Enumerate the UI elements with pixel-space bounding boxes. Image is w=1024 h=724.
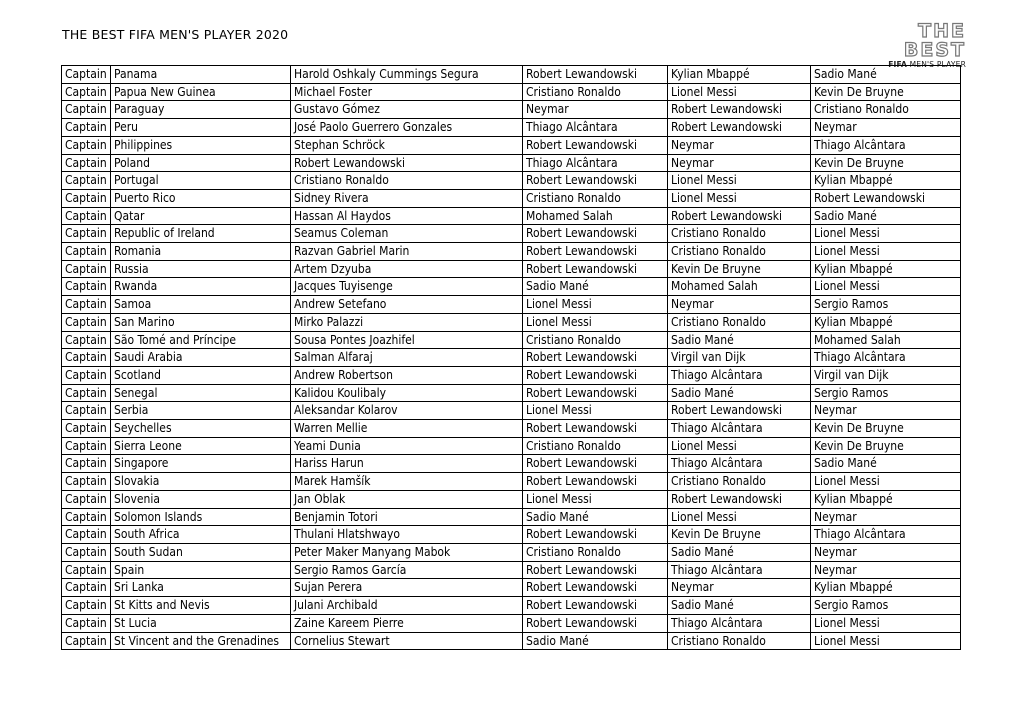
table-row bbox=[62, 225, 961, 243]
role-cell: Captain bbox=[62, 543, 111, 561]
first-place-cell: Lionel Messi bbox=[523, 402, 668, 420]
third-place-cell: Neymar bbox=[811, 508, 961, 526]
table-row bbox=[62, 597, 961, 615]
country-cell: Philippines bbox=[111, 136, 291, 154]
second-place-cell: Virgil van Dijk bbox=[668, 349, 811, 367]
role-cell: Captain bbox=[62, 154, 111, 172]
first-place-cell: Cristiano Ronaldo bbox=[523, 437, 668, 455]
first-place-cell: Robert Lewandowski bbox=[523, 260, 668, 278]
second-place-cell: Neymar bbox=[668, 579, 811, 597]
votes-table bbox=[61, 65, 961, 650]
first-place-cell: Robert Lewandowski bbox=[523, 136, 668, 154]
country-cell: Slovakia bbox=[111, 473, 291, 491]
role-cell: Captain bbox=[62, 526, 111, 544]
voter-cell: José Paolo Guerrero Gonzales bbox=[291, 119, 523, 137]
country-cell: Rwanda bbox=[111, 278, 291, 296]
country-cell: Poland bbox=[111, 154, 291, 172]
second-place-cell: Kylian Mbappé bbox=[668, 66, 811, 84]
voter-cell: Sergio Ramos García bbox=[291, 561, 523, 579]
table-row bbox=[62, 243, 961, 261]
role-cell: Captain bbox=[62, 437, 111, 455]
third-place-cell: Kevin De Bruyne bbox=[811, 420, 961, 438]
first-place-cell: Mohamed Salah bbox=[523, 207, 668, 225]
voter-cell: Cristiano Ronaldo bbox=[291, 172, 523, 190]
role-cell: Captain bbox=[62, 225, 111, 243]
country-cell: St Kitts and Nevis bbox=[111, 597, 291, 615]
first-place-cell: Robert Lewandowski bbox=[523, 66, 668, 84]
voter-cell: Robert Lewandowski bbox=[291, 154, 523, 172]
third-place-cell: Kylian Mbappé bbox=[811, 313, 961, 331]
second-place-cell: Thiago Alcântara bbox=[668, 561, 811, 579]
second-place-cell: Cristiano Ronaldo bbox=[668, 225, 811, 243]
voter-cell: Salman Alfaraj bbox=[291, 349, 523, 367]
voter-cell: Sidney Rivera bbox=[291, 189, 523, 207]
voter-cell: Seamus Coleman bbox=[291, 225, 523, 243]
first-place-cell: Robert Lewandowski bbox=[523, 172, 668, 190]
role-cell: Captain bbox=[62, 296, 111, 314]
table-row bbox=[62, 278, 961, 296]
third-place-cell: Mohamed Salah bbox=[811, 331, 961, 349]
first-place-cell: Robert Lewandowski bbox=[523, 455, 668, 473]
first-place-cell: Robert Lewandowski bbox=[523, 384, 668, 402]
third-place-cell: Virgil van Dijk bbox=[811, 366, 961, 384]
second-place-cell: Robert Lewandowski bbox=[668, 119, 811, 137]
table-row bbox=[62, 349, 961, 367]
second-place-cell: Robert Lewandowski bbox=[668, 207, 811, 225]
role-cell: Captain bbox=[62, 260, 111, 278]
table-row bbox=[62, 136, 961, 154]
role-cell: Captain bbox=[62, 243, 111, 261]
third-place-cell: Cristiano Ronaldo bbox=[811, 101, 961, 119]
third-place-cell: Thiago Alcântara bbox=[811, 526, 961, 544]
third-place-cell: Kylian Mbappé bbox=[811, 490, 961, 508]
second-place-cell: Robert Lewandowski bbox=[668, 490, 811, 508]
country-cell: Republic of Ireland bbox=[111, 225, 291, 243]
votes-table-body bbox=[62, 66, 961, 650]
second-place-cell: Neymar bbox=[668, 154, 811, 172]
the-best-logo bbox=[860, 20, 966, 69]
country-cell: Sri Lanka bbox=[111, 579, 291, 597]
country-cell: Serbia bbox=[111, 402, 291, 420]
role-cell: Captain bbox=[62, 101, 111, 119]
voter-cell: Andrew Setefano bbox=[291, 296, 523, 314]
second-place-cell: Kevin De Bruyne bbox=[668, 260, 811, 278]
first-place-cell: Robert Lewandowski bbox=[523, 579, 668, 597]
second-place-cell: Lionel Messi bbox=[668, 189, 811, 207]
second-place-cell: Cristiano Ronaldo bbox=[668, 243, 811, 261]
document-title: THE BEST FIFA MEN'S PLAYER 2020 bbox=[62, 27, 289, 42]
second-place-cell: Sadio Mané bbox=[668, 543, 811, 561]
voter-cell: Andrew Robertson bbox=[291, 366, 523, 384]
role-cell: Captain bbox=[62, 313, 111, 331]
third-place-cell: Robert Lewandowski bbox=[811, 189, 961, 207]
voter-cell: Stephan Schröck bbox=[291, 136, 523, 154]
country-cell: Qatar bbox=[111, 207, 291, 225]
table-row bbox=[62, 119, 961, 137]
role-cell: Captain bbox=[62, 473, 111, 491]
table-row bbox=[62, 384, 961, 402]
second-place-cell: Cristiano Ronaldo bbox=[668, 473, 811, 491]
third-place-cell: Kylian Mbappé bbox=[811, 172, 961, 190]
table-row bbox=[62, 189, 961, 207]
third-place-cell: Sergio Ramos bbox=[811, 597, 961, 615]
voter-cell: Peter Maker Manyang Mabok bbox=[291, 543, 523, 561]
logo-wordmark: THE BEST bbox=[903, 20, 966, 61]
role-cell: Captain bbox=[62, 402, 111, 420]
second-place-cell: Lionel Messi bbox=[668, 172, 811, 190]
third-place-cell: Neymar bbox=[811, 543, 961, 561]
logo-mens-player: MEN'S PLAYER bbox=[909, 60, 966, 69]
role-cell: Captain bbox=[62, 366, 111, 384]
role-cell: Captain bbox=[62, 561, 111, 579]
voter-cell: Hassan Al Haydos bbox=[291, 207, 523, 225]
role-cell: Captain bbox=[62, 632, 111, 650]
table-row bbox=[62, 455, 961, 473]
second-place-cell: Neymar bbox=[668, 296, 811, 314]
second-place-cell: Mohamed Salah bbox=[668, 278, 811, 296]
first-place-cell: Robert Lewandowski bbox=[523, 597, 668, 615]
country-cell: Slovenia bbox=[111, 490, 291, 508]
country-cell: South Sudan bbox=[111, 543, 291, 561]
first-place-cell: Robert Lewandowski bbox=[523, 614, 668, 632]
table-row bbox=[62, 260, 961, 278]
first-place-cell: Robert Lewandowski bbox=[523, 225, 668, 243]
first-place-cell: Robert Lewandowski bbox=[523, 349, 668, 367]
second-place-cell: Sadio Mané bbox=[668, 331, 811, 349]
second-place-cell: Thiago Alcântara bbox=[668, 366, 811, 384]
third-place-cell: Sergio Ramos bbox=[811, 384, 961, 402]
voter-cell: Julani Archibald bbox=[291, 597, 523, 615]
first-place-cell: Lionel Messi bbox=[523, 313, 668, 331]
third-place-cell: Kevin De Bruyne bbox=[811, 154, 961, 172]
second-place-cell: Neymar bbox=[668, 136, 811, 154]
first-place-cell: Robert Lewandowski bbox=[523, 473, 668, 491]
country-cell: St Lucia bbox=[111, 614, 291, 632]
country-cell: Solomon Islands bbox=[111, 508, 291, 526]
third-place-cell: Sadio Mané bbox=[811, 66, 961, 84]
table-row bbox=[62, 543, 961, 561]
third-place-cell: Sadio Mané bbox=[811, 207, 961, 225]
voter-cell: Harold Oshkaly Cummings Segura bbox=[291, 66, 523, 84]
voter-cell: Jacques Tuyisenge bbox=[291, 278, 523, 296]
country-cell: Panama bbox=[111, 66, 291, 84]
table-row bbox=[62, 66, 961, 84]
table-row bbox=[62, 614, 961, 632]
first-place-cell: Robert Lewandowski bbox=[523, 243, 668, 261]
second-place-cell: Sadio Mané bbox=[668, 597, 811, 615]
country-cell: Seychelles bbox=[111, 420, 291, 438]
third-place-cell: Sadio Mané bbox=[811, 455, 961, 473]
voter-cell: Sousa Pontes Joazhifel bbox=[291, 331, 523, 349]
first-place-cell: Sadio Mané bbox=[523, 508, 668, 526]
voter-cell: Benjamin Totori bbox=[291, 508, 523, 526]
country-cell: Puerto Rico bbox=[111, 189, 291, 207]
second-place-cell: Robert Lewandowski bbox=[668, 402, 811, 420]
role-cell: Captain bbox=[62, 207, 111, 225]
first-place-cell: Cristiano Ronaldo bbox=[523, 83, 668, 101]
third-place-cell: Lionel Messi bbox=[811, 278, 961, 296]
first-place-cell: Cristiano Ronaldo bbox=[523, 543, 668, 561]
table-row bbox=[62, 296, 961, 314]
table-row bbox=[62, 83, 961, 101]
table-row bbox=[62, 490, 961, 508]
country-cell: Scotland bbox=[111, 366, 291, 384]
voter-cell: Kalidou Koulibaly bbox=[291, 384, 523, 402]
first-place-cell: Robert Lewandowski bbox=[523, 561, 668, 579]
table-row bbox=[62, 313, 961, 331]
role-cell: Captain bbox=[62, 455, 111, 473]
second-place-cell: Lionel Messi bbox=[668, 437, 811, 455]
voter-cell: Razvan Gabriel Marin bbox=[291, 243, 523, 261]
second-place-cell: Cristiano Ronaldo bbox=[668, 632, 811, 650]
first-place-cell: Robert Lewandowski bbox=[523, 366, 668, 384]
third-place-cell: Lionel Messi bbox=[811, 614, 961, 632]
voter-cell: Gustavo Gómez bbox=[291, 101, 523, 119]
third-place-cell: Kylian Mbappé bbox=[811, 260, 961, 278]
first-place-cell: Thiago Alcântara bbox=[523, 154, 668, 172]
third-place-cell: Lionel Messi bbox=[811, 632, 961, 650]
table-row bbox=[62, 331, 961, 349]
voter-cell: Yeami Dunia bbox=[291, 437, 523, 455]
first-place-cell: Cristiano Ronaldo bbox=[523, 189, 668, 207]
third-place-cell: Neymar bbox=[811, 561, 961, 579]
second-place-cell: Thiago Alcântara bbox=[668, 455, 811, 473]
country-cell: Spain bbox=[111, 561, 291, 579]
role-cell: Captain bbox=[62, 579, 111, 597]
role-cell: Captain bbox=[62, 331, 111, 349]
country-cell: Portugal bbox=[111, 172, 291, 190]
first-place-cell: Neymar bbox=[523, 101, 668, 119]
table-row bbox=[62, 632, 961, 650]
role-cell: Captain bbox=[62, 278, 111, 296]
role-cell: Captain bbox=[62, 66, 111, 84]
third-place-cell: Lionel Messi bbox=[811, 473, 961, 491]
role-cell: Captain bbox=[62, 349, 111, 367]
voter-cell: Hariss Harun bbox=[291, 455, 523, 473]
country-cell: San Marino bbox=[111, 313, 291, 331]
country-cell: St Vincent and the Grenadines bbox=[111, 632, 291, 650]
third-place-cell: Kylian Mbappé bbox=[811, 579, 961, 597]
voter-cell: Warren Mellie bbox=[291, 420, 523, 438]
table-row bbox=[62, 420, 961, 438]
role-cell: Captain bbox=[62, 172, 111, 190]
country-cell: South Africa bbox=[111, 526, 291, 544]
country-cell: Romania bbox=[111, 243, 291, 261]
third-place-cell: Neymar bbox=[811, 119, 961, 137]
first-place-cell: Robert Lewandowski bbox=[523, 526, 668, 544]
table-row bbox=[62, 526, 961, 544]
third-place-cell: Sergio Ramos bbox=[811, 296, 961, 314]
country-cell: Samoa bbox=[111, 296, 291, 314]
voter-cell: Marek Hamšík bbox=[291, 473, 523, 491]
table-row bbox=[62, 579, 961, 597]
role-cell: Captain bbox=[62, 614, 111, 632]
second-place-cell: Robert Lewandowski bbox=[668, 101, 811, 119]
country-cell: Sierra Leone bbox=[111, 437, 291, 455]
third-place-cell: Thiago Alcântara bbox=[811, 349, 961, 367]
role-cell: Captain bbox=[62, 597, 111, 615]
voter-cell: Michael Foster bbox=[291, 83, 523, 101]
first-place-cell: Lionel Messi bbox=[523, 490, 668, 508]
first-place-cell: Robert Lewandowski bbox=[523, 420, 668, 438]
second-place-cell: Lionel Messi bbox=[668, 83, 811, 101]
role-cell: Captain bbox=[62, 384, 111, 402]
role-cell: Captain bbox=[62, 420, 111, 438]
third-place-cell: Lionel Messi bbox=[811, 243, 961, 261]
first-place-cell: Lionel Messi bbox=[523, 296, 668, 314]
country-cell: Russia bbox=[111, 260, 291, 278]
country-cell: Papua New Guinea bbox=[111, 83, 291, 101]
role-cell: Captain bbox=[62, 83, 111, 101]
voter-cell: Mirko Palazzi bbox=[291, 313, 523, 331]
voter-cell: Jan Oblak bbox=[291, 490, 523, 508]
table-row bbox=[62, 402, 961, 420]
table-row bbox=[62, 508, 961, 526]
second-place-cell: Thiago Alcântara bbox=[668, 420, 811, 438]
country-cell: São Tomé and Príncipe bbox=[111, 331, 291, 349]
role-cell: Captain bbox=[62, 490, 111, 508]
logo-fifa: FIFA bbox=[888, 60, 908, 69]
table-row bbox=[62, 473, 961, 491]
first-place-cell: Sadio Mané bbox=[523, 278, 668, 296]
second-place-cell: Sadio Mané bbox=[668, 384, 811, 402]
table-row bbox=[62, 172, 961, 190]
table-row bbox=[62, 154, 961, 172]
third-place-cell: Lionel Messi bbox=[811, 225, 961, 243]
table-row bbox=[62, 207, 961, 225]
third-place-cell: Thiago Alcântara bbox=[811, 136, 961, 154]
voter-cell: Artem Dzyuba bbox=[291, 260, 523, 278]
second-place-cell: Lionel Messi bbox=[668, 508, 811, 526]
voter-cell: Aleksandar Kolarov bbox=[291, 402, 523, 420]
country-cell: Singapore bbox=[111, 455, 291, 473]
voter-cell: Zaine Kareem Pierre bbox=[291, 614, 523, 632]
role-cell: Captain bbox=[62, 119, 111, 137]
table-row bbox=[62, 437, 961, 455]
third-place-cell: Neymar bbox=[811, 402, 961, 420]
second-place-cell: Kevin De Bruyne bbox=[668, 526, 811, 544]
voter-cell: Sujan Perera bbox=[291, 579, 523, 597]
table-row bbox=[62, 561, 961, 579]
voter-cell: Thulani Hlatshwayo bbox=[291, 526, 523, 544]
country-cell: Saudi Arabia bbox=[111, 349, 291, 367]
third-place-cell: Kevin De Bruyne bbox=[811, 83, 961, 101]
table-row bbox=[62, 366, 961, 384]
first-place-cell: Sadio Mané bbox=[523, 632, 668, 650]
second-place-cell: Cristiano Ronaldo bbox=[668, 313, 811, 331]
country-cell: Peru bbox=[111, 119, 291, 137]
third-place-cell: Kevin De Bruyne bbox=[811, 437, 961, 455]
country-cell: Senegal bbox=[111, 384, 291, 402]
voter-cell: Cornelius Stewart bbox=[291, 632, 523, 650]
role-cell: Captain bbox=[62, 508, 111, 526]
country-cell: Paraguay bbox=[111, 101, 291, 119]
table-row bbox=[62, 101, 961, 119]
role-cell: Captain bbox=[62, 136, 111, 154]
second-place-cell: Thiago Alcântara bbox=[668, 614, 811, 632]
first-place-cell: Thiago Alcântara bbox=[523, 119, 668, 137]
role-cell: Captain bbox=[62, 189, 111, 207]
first-place-cell: Cristiano Ronaldo bbox=[523, 331, 668, 349]
